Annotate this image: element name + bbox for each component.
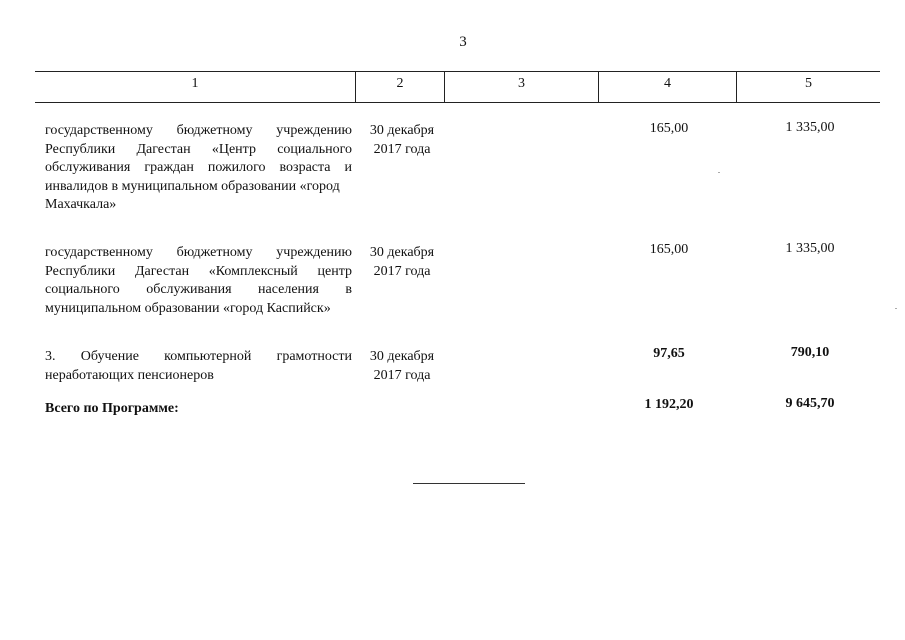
row-description-line: государственному бюджетному учреждению xyxy=(45,123,352,138)
total-col5-value: 9 645,70 xyxy=(785,396,835,411)
scan-speck xyxy=(895,308,897,309)
row-description-line: инвалидов в муниципальном образовании «город xyxy=(45,178,340,194)
row-description-line: муниципальном образовании «город Каспийск» xyxy=(45,300,331,316)
column-header-1: 1 xyxy=(191,76,199,91)
row-col4-value: 97,65 xyxy=(653,346,685,361)
scan-speck xyxy=(718,172,720,173)
row-col4-value: 165,00 xyxy=(649,242,689,257)
row-description-line: Махачкала» xyxy=(45,197,117,212)
table-header-bottom-rule xyxy=(35,102,880,103)
row-date-line: 2017 года xyxy=(373,367,431,383)
column-header-4: 4 xyxy=(664,76,671,91)
page-number: 3 xyxy=(459,34,467,50)
row-col5-value: 1 335,00 xyxy=(785,241,835,256)
column-header-5: 5 xyxy=(805,76,812,91)
row-date-line: 30 декабря xyxy=(369,245,435,260)
row-description-line: социального обслуживания населения в xyxy=(45,282,352,297)
row-col5-value: 1 335,00 xyxy=(785,120,835,135)
row-date-line: 2017 года xyxy=(373,141,431,157)
row-description-line: неработающих пенсионеров xyxy=(45,367,214,383)
total-col4-value: 1 192,20 xyxy=(644,397,694,412)
row-description-line: Республики Дагестан «Комплексный центр xyxy=(45,263,352,279)
row-date-line: 2017 года xyxy=(373,263,431,279)
end-of-document-rule xyxy=(413,483,525,484)
column-header-2: 2 xyxy=(396,76,404,91)
row-date-line: 30 декабря xyxy=(369,349,435,364)
row-description-line: государственному бюджетному учреждению xyxy=(45,245,352,260)
row-description-line: обслуживания граждан пожилого возраста и xyxy=(45,160,352,175)
row-description-line: 3. Обучение компьютерной грамотности xyxy=(45,349,352,364)
row-col5-value: 790,10 xyxy=(790,345,830,360)
total-label: Всего по Программе: xyxy=(45,401,179,416)
row-date-line: 30 декабря xyxy=(369,123,435,138)
row-col4-value: 165,00 xyxy=(649,121,689,136)
column-header-3: 3 xyxy=(518,76,525,91)
row-description-line: Республики Дагестан «Центр социального xyxy=(45,141,352,157)
table-header-top-rule xyxy=(35,71,880,72)
